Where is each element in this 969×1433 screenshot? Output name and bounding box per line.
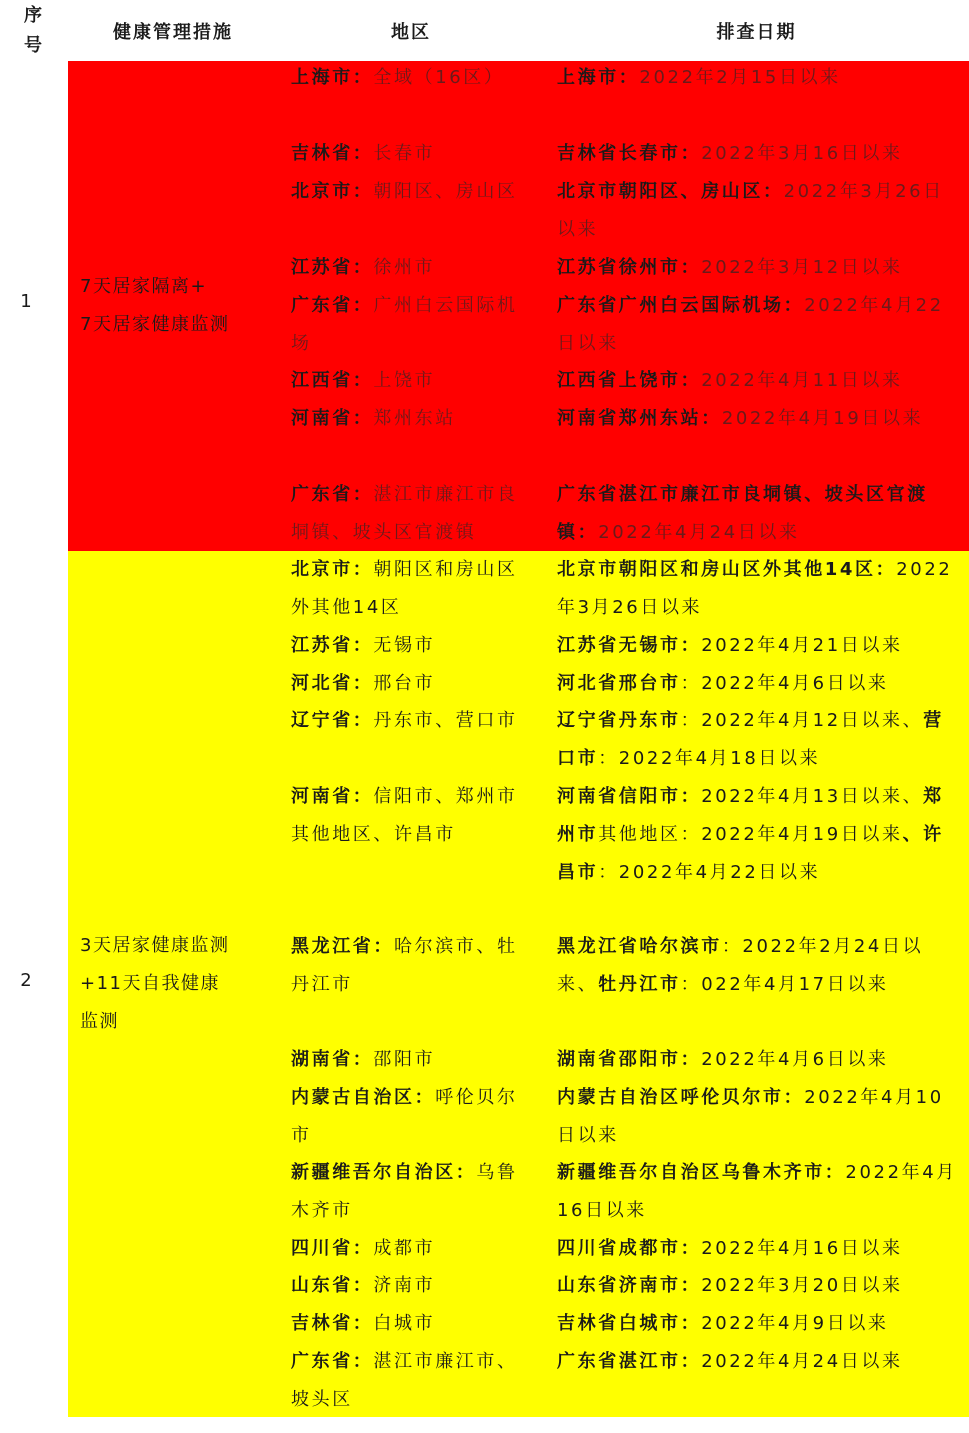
group-2-row-4-date bbox=[557, 702, 957, 778]
region-segment: 无锡市 bbox=[373, 635, 436, 656]
group-2-row-3-date bbox=[557, 665, 957, 703]
group-1-row-7-region bbox=[291, 400, 536, 438]
group-2-row-12-date bbox=[557, 1305, 957, 1343]
region-segment: 广州白云国际机场 bbox=[291, 295, 518, 354]
region-segment: 湛江市廉江市良垌镇、坡头区官渡镇 bbox=[291, 484, 518, 543]
region-segment: 白城市 bbox=[373, 1313, 436, 1334]
group-2-row-11-region bbox=[291, 1267, 536, 1305]
date-segment: 2022年4月19日以来 bbox=[721, 408, 924, 429]
group-2-row-3-region bbox=[291, 665, 536, 703]
group-2-row-10-region bbox=[291, 1230, 536, 1268]
date-segment: 广东省湛江市廉江市良垌镇、坡头区官渡镇： bbox=[557, 484, 928, 543]
column-header-region: 地区 bbox=[391, 21, 431, 43]
region-segment: 济南市 bbox=[373, 1275, 436, 1296]
date-segment: 广东省广州白云国际机场： bbox=[557, 295, 805, 316]
group-2-row-11-date bbox=[557, 1267, 957, 1305]
date-segment: 黑龙江省哈尔滨市 bbox=[557, 936, 722, 957]
group-1-row-6-region bbox=[291, 362, 536, 400]
date-segment: 其他地区：2022年4月19日以来 bbox=[598, 824, 903, 845]
region-segment: 内蒙古自治区： bbox=[291, 1087, 436, 1108]
date-segment: 、许昌市 bbox=[557, 824, 944, 883]
region-segment: 乌鲁木齐市 bbox=[291, 1162, 518, 1221]
region-segment: 全域（16区） bbox=[373, 67, 505, 88]
column-header-measure: 健康管理措施 bbox=[113, 21, 233, 43]
group-2-row-9-date bbox=[557, 1154, 957, 1230]
region-segment: 江苏省： bbox=[291, 635, 374, 656]
date-segment: 2022年3月12日以来 bbox=[701, 257, 903, 278]
group-2-row-1-region bbox=[291, 551, 536, 627]
date-segment: ：2022年2月24日以来、 bbox=[557, 936, 924, 995]
group-1-seq: 1 bbox=[20, 291, 32, 312]
group-2-row-8-date bbox=[557, 1079, 957, 1155]
group-1-row-8-region bbox=[291, 476, 536, 552]
group-2-row-12-region bbox=[291, 1305, 536, 1343]
group-2-measure-line1: 3天居家健康监测 bbox=[80, 935, 230, 956]
region-segment: 朝阳区和房山区外其他14区 bbox=[291, 559, 518, 618]
region-segment: 吉林省： bbox=[291, 1313, 374, 1334]
region-segment: 徐州市 bbox=[373, 257, 436, 278]
region-segment: 广东省： bbox=[291, 295, 374, 316]
date-segment: ：2022年4月18日以来 bbox=[598, 748, 821, 769]
group-1-row-1-region bbox=[291, 59, 536, 97]
group-1-row-5-date bbox=[557, 287, 957, 363]
group-2-row-6-date bbox=[557, 928, 957, 1004]
region-segment: 湖南省： bbox=[291, 1049, 374, 1070]
region-segment: 信阳市、郑州市其他地区、许昌市 bbox=[291, 786, 518, 845]
region-segment: 朝阳区、房山区 bbox=[373, 181, 518, 202]
group-1-measure bbox=[80, 268, 276, 344]
region-segment: 丹东市、营口市 bbox=[373, 710, 518, 731]
region-segment: 山东省： bbox=[291, 1275, 374, 1296]
group-2-seq: 2 bbox=[20, 970, 32, 991]
region-segment: 广东省： bbox=[291, 1351, 374, 1372]
date-segment: 2022年4月10日以来 bbox=[557, 1087, 944, 1146]
date-segment: 2022年2月15日以来 bbox=[639, 67, 841, 88]
date-segment: 郑州市 bbox=[557, 786, 944, 845]
region-segment: 上海市： bbox=[291, 67, 374, 88]
date-segment: 吉林省长春市： bbox=[557, 143, 702, 164]
date-segment: 2022年4月24日以来 bbox=[598, 522, 800, 543]
group-2-row-1-date bbox=[557, 551, 957, 627]
date-segment: 北京市朝阳区、房山区： bbox=[557, 181, 784, 202]
region-segment: 四川省： bbox=[291, 1238, 374, 1259]
date-segment: ：022年4月17日以来 bbox=[680, 974, 889, 995]
group-2-row-9-region bbox=[291, 1154, 536, 1230]
date-segment: 河南省信阳市： bbox=[557, 786, 702, 807]
column-header-seq-line2: 号 bbox=[24, 34, 44, 56]
group-1-row-3-region bbox=[291, 173, 536, 211]
group-2-row-10-date bbox=[557, 1230, 957, 1268]
region-segment: 成都市 bbox=[373, 1238, 436, 1259]
region-segment: 河南省： bbox=[291, 786, 374, 807]
region-segment: 河北省： bbox=[291, 673, 374, 694]
region-segment: 新疆维吾尔自治区： bbox=[291, 1162, 477, 1183]
date-segment: 江苏省徐州市： bbox=[557, 257, 702, 278]
group-2-row-7-region bbox=[291, 1041, 536, 1079]
column-header-date: 排查日期 bbox=[716, 21, 797, 43]
region-segment: 江西省： bbox=[291, 370, 374, 391]
region-segment: 吉林省： bbox=[291, 143, 374, 164]
group-2-row-13-date bbox=[557, 1343, 957, 1381]
date-segment: 山东省济南市： bbox=[557, 1275, 702, 1296]
date-segment: 新疆维吾尔自治区乌鲁木齐市： bbox=[557, 1162, 846, 1183]
group-2-row-5-date bbox=[557, 778, 957, 892]
region-segment: 长春市 bbox=[373, 143, 436, 164]
group-1-row-3-date bbox=[557, 173, 957, 249]
group-1-row-7-date bbox=[557, 400, 957, 438]
date-segment: 2022年4月9日以来 bbox=[701, 1313, 889, 1334]
date-segment: 吉林省白城市： bbox=[557, 1313, 702, 1334]
date-segment: ：2022年4月22日以来 bbox=[598, 862, 821, 883]
group-1-row-6-date bbox=[557, 362, 957, 400]
group-2-measure-line3: 监测 bbox=[80, 1011, 119, 1032]
date-segment: 牡丹江市 bbox=[598, 974, 681, 995]
column-header-seq-line1: 序 bbox=[24, 4, 44, 26]
group-1-row-8-date bbox=[557, 476, 957, 552]
date-segment: 内蒙古自治区呼伦贝尔市： bbox=[557, 1087, 805, 1108]
date-segment: 四川省成都市： bbox=[557, 1238, 702, 1259]
date-segment: 2022年4月22日以来 bbox=[557, 295, 944, 354]
date-segment: 营口市 bbox=[557, 710, 944, 769]
date-segment: 河北省邢台市 bbox=[557, 673, 681, 694]
region-segment: 呼伦贝尔市 bbox=[291, 1087, 518, 1146]
group-2-row-13-region bbox=[291, 1343, 536, 1419]
date-segment: 2022年4月11日以来 bbox=[701, 370, 903, 391]
region-segment: 广东省： bbox=[291, 484, 374, 505]
region-segment: 郑州东站 bbox=[373, 408, 456, 429]
date-segment: 辽宁省丹东市 bbox=[557, 710, 681, 731]
date-segment: 2022年3月26日以来 bbox=[557, 559, 953, 618]
date-segment: 2022年4月6日以来 bbox=[701, 1049, 889, 1070]
date-segment: 2022年3月26日以来 bbox=[557, 181, 944, 240]
group-1-row-4-date bbox=[557, 249, 957, 287]
region-segment: 上饶市 bbox=[373, 370, 436, 391]
group-1-row-2-region bbox=[291, 135, 536, 173]
date-segment: 2022年4月24日以来 bbox=[701, 1351, 903, 1372]
group-2-row-8-region bbox=[291, 1079, 536, 1155]
date-segment: 河南省郑州东站： bbox=[557, 408, 722, 429]
region-segment: 哈尔滨市、牡丹江市 bbox=[291, 936, 518, 995]
region-segment: 邢台市 bbox=[373, 673, 436, 694]
group-2-row-4-region bbox=[291, 702, 536, 740]
group-1-row-4-region bbox=[291, 249, 536, 287]
region-segment: 北京市： bbox=[291, 559, 374, 580]
date-segment: 江西省上饶市： bbox=[557, 370, 702, 391]
group-2-row-2-region bbox=[291, 627, 536, 665]
region-segment: 北京市： bbox=[291, 181, 374, 202]
group-1-measure-line2: 7天居家健康监测 bbox=[80, 314, 230, 335]
date-segment: 北京市朝阳区和房山区外其他14区： bbox=[557, 559, 897, 580]
group-2-row-6-region bbox=[291, 928, 536, 1004]
group-1-row-5-region bbox=[291, 287, 536, 363]
date-segment: 2022年3月20日以来 bbox=[701, 1275, 903, 1296]
column-header-seq bbox=[0, 0, 68, 61]
region-segment: 河南省： bbox=[291, 408, 374, 429]
region-segment: 辽宁省： bbox=[291, 710, 374, 731]
date-segment: 上海市： bbox=[557, 67, 640, 88]
group-2-row-2-date bbox=[557, 627, 957, 665]
date-segment: 2022年3月16日以来 bbox=[701, 143, 903, 164]
date-segment: 2022年4月16日以来 bbox=[557, 1162, 957, 1221]
date-segment: 湖南省邵阳市： bbox=[557, 1049, 702, 1070]
group-1-measure-line1: 7天居家隔离+ bbox=[80, 276, 208, 297]
region-segment: 江苏省： bbox=[291, 257, 374, 278]
group-2-row-7-date bbox=[557, 1041, 957, 1079]
group-1-row-1-date bbox=[557, 59, 957, 97]
group-1-row-2-date bbox=[557, 135, 957, 173]
group-2-measure bbox=[80, 927, 276, 1041]
date-segment: ：2022年4月12日以来、 bbox=[680, 710, 924, 731]
region-segment: 邵阳市 bbox=[373, 1049, 436, 1070]
region-segment: 湛江市廉江市、坡头区 bbox=[291, 1351, 518, 1410]
date-segment: 2022年4月16日以来 bbox=[701, 1238, 903, 1259]
date-segment: 2022年4月13日以来、 bbox=[701, 786, 924, 807]
date-segment: ：2022年4月6日以来 bbox=[680, 673, 889, 694]
date-segment: 2022年4月21日以来 bbox=[701, 635, 903, 656]
date-segment: 江苏省无锡市： bbox=[557, 635, 702, 656]
group-2-row-5-region bbox=[291, 778, 536, 854]
date-segment: 广东省湛江市： bbox=[557, 1351, 702, 1372]
group-2-measure-line2: +11天自我健康 bbox=[80, 973, 220, 994]
region-segment: 黑龙江省： bbox=[291, 936, 394, 957]
